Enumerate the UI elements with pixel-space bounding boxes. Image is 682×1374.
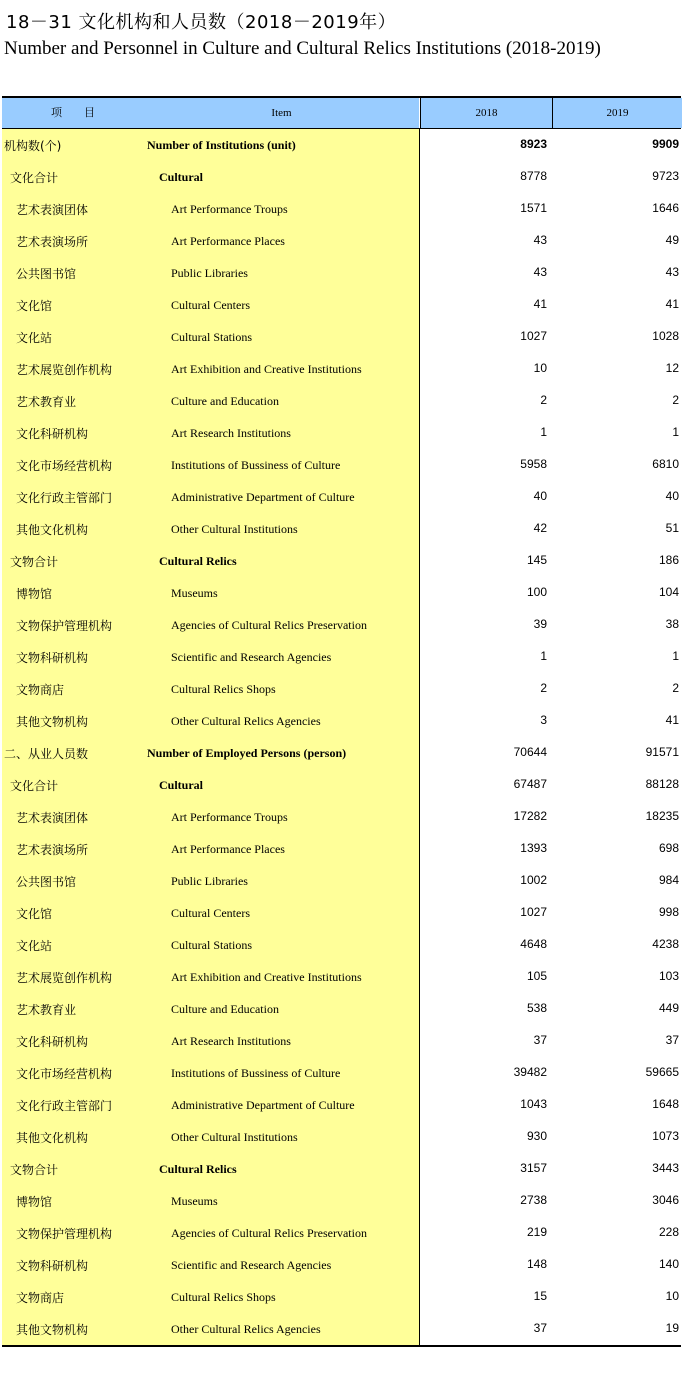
row-label-chinese: 艺术展览创作机构 — [16, 363, 113, 377]
table-row — [2, 225, 681, 257]
row-label-english: Culture and Education — [171, 394, 279, 408]
row-label-english: Scientific and Research Agencies — [171, 650, 332, 664]
table-row — [2, 481, 681, 513]
value-2018: 2738 — [520, 1193, 547, 1207]
value-2018: 4648 — [520, 937, 547, 951]
row-label-english: Scientific and Research Agencies — [171, 1258, 332, 1272]
row-label-chinese: 艺术教育业 — [16, 395, 77, 409]
value-2018: 105 — [526, 969, 547, 983]
value-2018: 67487 — [513, 777, 547, 791]
value-2018: 145 — [526, 553, 547, 567]
row-label-english: Other Cultural Institutions — [171, 1130, 298, 1144]
value-2019: 1648 — [652, 1097, 679, 1111]
header-year-2019: 2019 — [552, 98, 682, 128]
value-2018: 15 — [533, 1289, 547, 1303]
row-label-english: Art Exhibition and Creative Institutions — [171, 970, 362, 984]
value-2018: 1043 — [520, 1097, 547, 1111]
value-2019: 1 — [672, 649, 679, 663]
row-label-chinese: 公共图书馆 — [16, 875, 77, 889]
row-label-chinese: 文化站 — [16, 939, 53, 953]
value-2019: 2 — [672, 681, 679, 695]
row-label-english: Cultural Stations — [171, 330, 252, 344]
value-2018: 43 — [533, 265, 547, 279]
header-year-2018: 2018 — [420, 98, 552, 128]
row-label-chinese: 文化行政主管部门 — [16, 1099, 113, 1113]
row-label-chinese: 其他文化机构 — [16, 523, 89, 537]
value-2019: 6810 — [652, 457, 679, 471]
table-row — [2, 1313, 681, 1345]
table-row — [2, 129, 681, 161]
row-label-chinese: 艺术表演场所 — [16, 843, 89, 857]
value-2019: 12 — [665, 361, 679, 375]
row-label-chinese: 其他文化机构 — [16, 1131, 89, 1145]
row-label-english: Cultural Relics Shops — [171, 682, 276, 696]
value-2019: 186 — [658, 553, 679, 567]
row-label-english: Art Performance Troups — [171, 810, 288, 824]
row-label-english: Art Performance Places — [171, 234, 285, 248]
row-label-chinese: 其他文物机构 — [16, 715, 89, 729]
table-row — [2, 609, 681, 641]
value-2019: 140 — [658, 1257, 679, 1271]
table-row — [2, 161, 681, 193]
row-label-chinese: 公共图书馆 — [16, 267, 77, 281]
row-label-english: Public Libraries — [171, 874, 248, 888]
row-label-chinese: 文化科研机构 — [16, 1035, 89, 1049]
value-2019: 41 — [665, 297, 679, 311]
value-2018: 1027 — [520, 905, 547, 919]
value-2018: 17282 — [513, 809, 547, 823]
value-2018: 100 — [526, 585, 547, 599]
header-item-english: Item — [144, 98, 419, 128]
table-row — [2, 1185, 681, 1217]
row-label-chinese: 文化行政主管部门 — [16, 491, 113, 505]
statistics-table — [2, 96, 681, 1347]
value-2018: 43 — [533, 233, 547, 247]
value-2018: 39482 — [513, 1065, 547, 1079]
row-label-english: Number of Employed Persons (person) — [147, 746, 347, 760]
table-row — [2, 961, 681, 993]
table-row — [2, 705, 681, 737]
value-2018: 1393 — [520, 841, 547, 855]
row-label-english: Number of Institutions (unit) — [147, 138, 296, 152]
table-row — [2, 929, 681, 961]
value-2018: 1 — [540, 425, 547, 439]
value-2019: 51 — [665, 521, 679, 535]
row-label-english: Institutions of Bussiness of Culture — [171, 1066, 341, 1080]
table-row — [2, 353, 681, 385]
table-row — [2, 897, 681, 929]
table-row — [2, 321, 681, 353]
value-2019: 698 — [658, 841, 679, 855]
row-label-chinese: 文物商店 — [16, 683, 65, 697]
value-2019: 3046 — [652, 1193, 679, 1207]
value-2018: 37 — [533, 1321, 547, 1335]
row-label-chinese: 文化市场经营机构 — [16, 1067, 113, 1081]
value-2019: 984 — [658, 873, 679, 887]
value-2018: 538 — [526, 1001, 547, 1015]
row-label-chinese: 文化科研机构 — [16, 427, 89, 441]
table-row — [2, 577, 681, 609]
value-2018: 41 — [533, 297, 547, 311]
row-label-chinese: 艺术教育业 — [16, 1003, 77, 1017]
table-row — [2, 769, 681, 801]
table-row — [2, 1153, 681, 1185]
value-2019: 998 — [658, 905, 679, 919]
row-label-english: Administrative Department of Culture — [171, 490, 355, 504]
row-label-english: Institutions of Bussiness of Culture — [171, 458, 341, 472]
row-label-english: Art Performance Places — [171, 842, 285, 856]
row-label-english: Other Cultural Relics Agencies — [171, 714, 321, 728]
row-label-english: Cultural Relics Shops — [171, 1290, 276, 1304]
table-body — [2, 129, 681, 1347]
value-2018: 10 — [533, 361, 547, 375]
row-label-english: Agencies of Cultural Relics Preservation — [171, 618, 367, 632]
table-row — [2, 417, 681, 449]
value-2018: 42 — [533, 521, 547, 535]
value-2019: 3443 — [652, 1161, 679, 1175]
value-2018: 37 — [533, 1033, 547, 1047]
value-2018: 2 — [540, 681, 547, 695]
row-label-chinese: 文物保护管理机构 — [16, 619, 113, 633]
table-title-english: Number and Personnel in Culture and Cultural Relics Institutions (2018-2019) — [4, 38, 601, 59]
row-label-english: Art Research Institutions — [171, 1034, 291, 1048]
value-2018: 70644 — [513, 745, 547, 759]
row-label-chinese: 文物合计 — [10, 555, 59, 569]
value-2019: 38 — [665, 617, 679, 631]
row-label-chinese: 二、从业人员数 — [4, 747, 89, 761]
row-label-chinese: 其他文物机构 — [16, 1323, 89, 1337]
value-2019: 18235 — [645, 809, 679, 823]
value-2018: 3 — [540, 713, 547, 727]
row-label-chinese: 博物馆 — [16, 587, 53, 601]
row-label-chinese: 文物科研机构 — [16, 651, 89, 665]
row-label-chinese: 文物商店 — [16, 1291, 65, 1305]
value-2019: 1028 — [652, 329, 679, 343]
row-label-chinese: 艺术表演团体 — [16, 203, 89, 217]
value-2018: 148 — [526, 1257, 547, 1271]
row-label-chinese: 机构数(个) — [4, 139, 62, 153]
value-2018: 1 — [540, 649, 547, 663]
table-row — [2, 801, 681, 833]
value-2018: 1027 — [520, 329, 547, 343]
table-row — [2, 737, 681, 769]
table-row — [2, 385, 681, 417]
table-row — [2, 1057, 681, 1089]
table-row — [2, 1217, 681, 1249]
value-2018: 2 — [540, 393, 547, 407]
value-2019: 1 — [672, 425, 679, 439]
value-2018: 219 — [526, 1225, 547, 1239]
row-label-english: Cultural — [159, 778, 204, 792]
table-row — [2, 449, 681, 481]
table-row — [2, 641, 681, 673]
value-2018: 930 — [526, 1129, 547, 1143]
value-2019: 10 — [665, 1289, 679, 1303]
row-label-chinese: 文物合计 — [10, 1163, 59, 1177]
row-label-chinese: 文化合计 — [10, 779, 59, 793]
row-label-english: Cultural Relics — [159, 1162, 237, 1176]
row-label-chinese: 艺术表演场所 — [16, 235, 89, 249]
value-2019: 19 — [665, 1321, 679, 1335]
row-label-english: Other Cultural Relics Agencies — [171, 1322, 321, 1336]
row-label-english: Other Cultural Institutions — [171, 522, 298, 536]
row-label-chinese: 文化站 — [16, 331, 53, 345]
table-row — [2, 865, 681, 897]
value-2019: 49 — [665, 233, 679, 247]
table-row — [2, 289, 681, 321]
value-2019: 103 — [658, 969, 679, 983]
table-header — [2, 96, 681, 129]
table-row — [2, 1281, 681, 1313]
table-row — [2, 673, 681, 705]
row-label-english: Cultural Relics — [159, 554, 237, 568]
value-2018: 1002 — [520, 873, 547, 887]
value-2019: 59665 — [645, 1065, 679, 1079]
value-2019: 9723 — [652, 169, 679, 183]
value-2019: 228 — [658, 1225, 679, 1239]
row-label-chinese: 文物保护管理机构 — [16, 1227, 113, 1241]
table-row — [2, 545, 681, 577]
value-2019: 40 — [665, 489, 679, 503]
row-label-english: Culture and Education — [171, 1002, 279, 1016]
value-2019: 88128 — [645, 777, 679, 791]
table-row — [2, 1249, 681, 1281]
row-label-chinese: 文化馆 — [16, 907, 53, 921]
row-label-english: Cultural Centers — [171, 298, 250, 312]
value-2018: 39 — [533, 617, 547, 631]
value-2018: 1571 — [520, 201, 547, 215]
row-label-english: Art Exhibition and Creative Institutions — [171, 362, 362, 376]
header-item-chinese: 项 目 — [2, 98, 144, 128]
table-row — [2, 1089, 681, 1121]
row-label-chinese: 文化合计 — [10, 171, 59, 185]
row-label-english: Museums — [171, 586, 218, 600]
value-2018: 5958 — [520, 457, 547, 471]
table-row — [2, 193, 681, 225]
row-label-chinese: 艺术表演团体 — [16, 811, 89, 825]
row-label-chinese: 文化馆 — [16, 299, 53, 313]
row-label-english: Art Performance Troups — [171, 202, 288, 216]
table-row — [2, 833, 681, 865]
value-2018: 8778 — [520, 169, 547, 183]
row-label-chinese: 艺术展览创作机构 — [16, 971, 113, 985]
table-title-chinese: 18－31 文化机构和人员数（2018－2019年） — [6, 12, 397, 33]
value-2019: 37 — [665, 1033, 679, 1047]
value-2019: 9909 — [652, 137, 679, 151]
value-2019: 104 — [658, 585, 679, 599]
row-label-chinese: 文物科研机构 — [16, 1259, 89, 1273]
value-2018: 3157 — [520, 1161, 547, 1175]
table-row — [2, 513, 681, 545]
value-2019: 2 — [672, 393, 679, 407]
row-label-english: Cultural — [159, 170, 204, 184]
row-label-chinese: 文化市场经营机构 — [16, 459, 113, 473]
table-row — [2, 257, 681, 289]
value-2019: 1646 — [652, 201, 679, 215]
value-2019: 91571 — [645, 745, 679, 759]
table-row — [2, 993, 681, 1025]
row-label-english: Agencies of Cultural Relics Preservation — [171, 1226, 367, 1240]
value-2018: 40 — [533, 489, 547, 503]
row-label-english: Cultural Centers — [171, 906, 250, 920]
table-row — [2, 1121, 681, 1153]
value-2019: 4238 — [652, 937, 679, 951]
table-row — [2, 1025, 681, 1057]
value-2019: 41 — [665, 713, 679, 727]
row-label-english: Public Libraries — [171, 266, 248, 280]
row-label-english: Cultural Stations — [171, 938, 252, 952]
row-label-english: Museums — [171, 1194, 218, 1208]
value-2019: 43 — [665, 265, 679, 279]
value-2019: 449 — [658, 1001, 679, 1015]
value-2019: 1073 — [652, 1129, 679, 1143]
row-label-english: Art Research Institutions — [171, 426, 291, 440]
value-2018: 8923 — [520, 137, 547, 151]
row-label-english: Administrative Department of Culture — [171, 1098, 355, 1112]
row-label-chinese: 博物馆 — [16, 1195, 53, 1209]
